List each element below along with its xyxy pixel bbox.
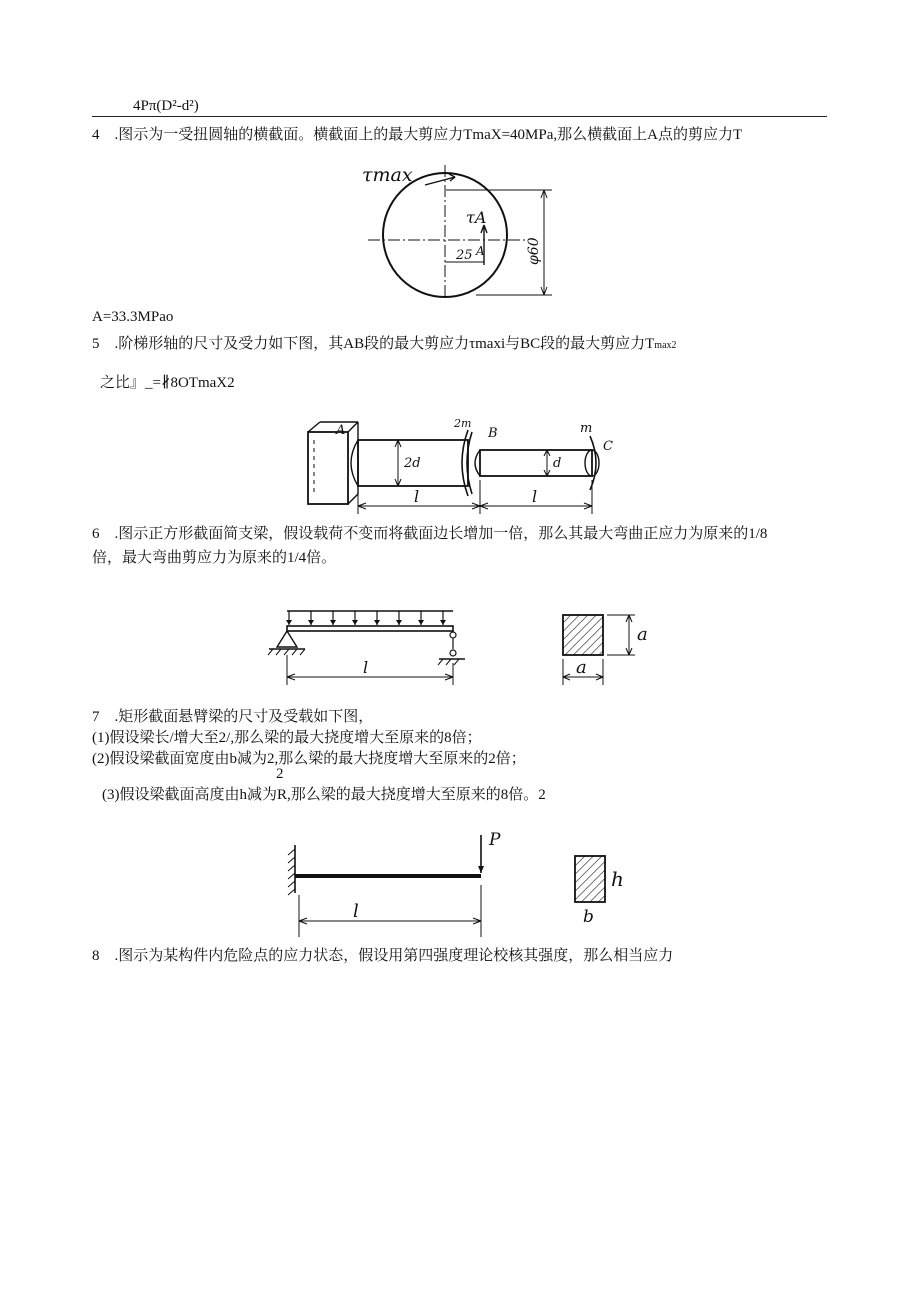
q7-line2: (1)假设梁长/增大至2/,那么梁的最大挠度增大至原来的8倍； <box>92 730 482 746</box>
label-p: P <box>489 830 501 850</box>
q7-cantilever-beam-figure <box>285 825 500 940</box>
q5-ratio: 之比』_=∦8OTmaX2 <box>100 375 235 391</box>
top-formula: 4Pπ(D²-d²) <box>133 98 199 114</box>
label-a-height: a <box>637 624 648 645</box>
q4-text: 4 .图示为一受扭圆轴的横截面。横截面上的最大剪应力TmaX=40MPa,那么横截面上A点的剪应力T <box>92 127 743 143</box>
label-c: C <box>603 439 613 454</box>
tmax-label: τmax <box>362 164 413 186</box>
q6-simply-supported-beam-figure <box>265 603 465 688</box>
label-d: d <box>553 456 562 471</box>
q7-frac-denominator: 2 <box>276 766 284 782</box>
q6-line2: 倍，最大弯曲剪应力为原来的1/4倍。 <box>92 550 337 566</box>
label-b: b <box>583 907 594 927</box>
label-m: m <box>580 421 593 436</box>
label-2d: 2d <box>404 456 421 471</box>
label-a-width: a <box>576 657 587 678</box>
q7-line1: 7 .矩形截面悬臂梁的尺寸及受载如下图， <box>92 709 374 725</box>
q6-line1: 6 .图示正方形截面简支梁，假设载荷不变而将截面边长增加一倍，那么其最大弯曲正应力为原来的1/8 <box>92 526 768 542</box>
q6-square-section-figure <box>555 605 665 690</box>
label-l1: l <box>414 487 420 506</box>
label-a: A <box>336 423 346 438</box>
q5-text: 5 .阶梯形轴的尺寸及受力如下图，其AB段的最大剪应力τmaxi与BC段的最大剪应力 <box>92 336 646 352</box>
q7-line4: (3)假设梁截面高度由h减为R,那么梁的最大挠度增大至原来的8倍。2 <box>102 787 546 803</box>
label-l: l <box>353 901 359 922</box>
q4-shaft-cross-section-figure <box>360 165 560 300</box>
pin-support <box>277 631 297 647</box>
torque-m <box>590 436 596 490</box>
header-rule <box>92 116 827 117</box>
q5-text-sub: max2 <box>654 340 677 351</box>
roller-support <box>450 650 456 656</box>
q8-text: 8 .图示为某构件内危险点的应力状态，假设用第四强度理论校核其强度，那么相当应力 <box>92 948 674 964</box>
label-l: l <box>363 658 369 677</box>
label-l2: l <box>532 487 538 506</box>
label-b: B <box>488 426 498 441</box>
beam <box>287 626 453 631</box>
q5-stepped-shaft-figure <box>300 410 630 520</box>
cantilever-beam <box>295 874 481 878</box>
ta-label: τA <box>466 208 487 227</box>
point-a-label: A <box>476 244 485 258</box>
label-h: h <box>611 867 624 891</box>
q5-text-line <box>92 334 677 356</box>
shaft-bc <box>480 450 592 476</box>
radius-label: 25 <box>456 248 473 263</box>
diameter-label: φ60 <box>526 237 542 265</box>
square-section <box>563 615 603 655</box>
q7-line3: (2)假设梁截面宽度由b减为2,那么梁的最大挠度增大至原来的2倍； <box>92 751 526 767</box>
q5-text-tail: T <box>645 336 655 352</box>
q4-answer: A=33.3MPao <box>92 309 174 325</box>
label-2m: 2m <box>454 417 472 430</box>
rectangle-section <box>575 856 605 902</box>
q7-rectangle-section-figure <box>565 850 645 930</box>
